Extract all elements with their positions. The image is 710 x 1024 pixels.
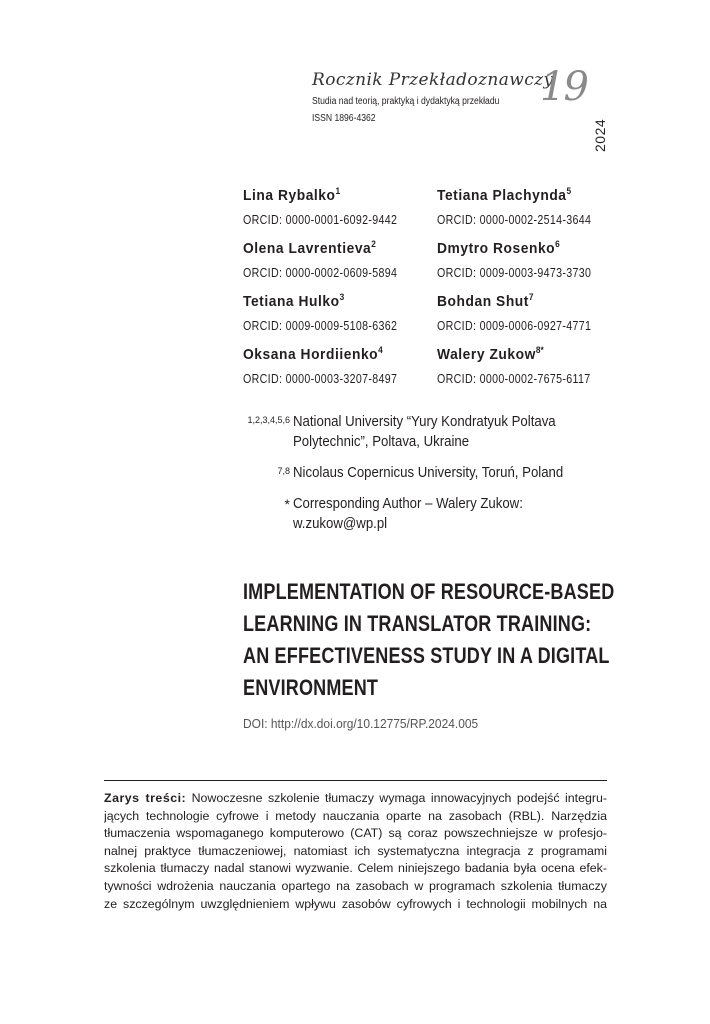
affiliation-marker: 4 [378,345,383,355]
affiliation-marker: 6 [555,239,560,249]
author-name [437,292,608,314]
section-divider [104,780,607,781]
corresponding-marker: * [284,496,290,512]
author-orcid: ORCID: 0009-0003-9473-3730 [437,265,592,280]
author-list [243,186,623,398]
affiliation-text: Nicolaus Copernicus University, Toruń, Poland [293,464,564,481]
abstract-label: Zarys treści: [104,791,187,805]
author-orcid: ORCID: 0000-0001-6092-9442 [243,212,398,227]
journal-subtitle: Studia nad teorią, praktyką i dydaktyką przekładu [312,96,500,107]
author-orcid: ORCID: 0000-0002-7675-6117 [437,371,591,386]
article-doi: DOI: http://dx.doi.org/10.12775/RP.2024.005 [243,716,479,731]
abstract-line: jących technologie cyfrowe i metody nauczania oparte na zasobach (RBL). Narzędzia [104,808,607,823]
author-orcid: ORCID: 0000-0002-2514-3644 [437,212,592,227]
author-name-text: Tetiana Hulko [243,293,340,310]
journal-issn: ISSN 1896-4362 [312,113,376,124]
abstract-line: nalnej praktyce tłumaczeniowej, natomiast ich systematyczna integracja z programami [104,843,607,858]
author-orcid: ORCID: 0009-0009-5108-6362 [243,318,398,333]
abstract-line [104,790,607,808]
author-orcid: ORCID: 0009-0006-0927-4771 [437,318,592,333]
abstract-line: tywności wdrożenia nauczania opartego na zasobach w programach szkolenia tłumaczy [104,878,607,893]
author-name-text: Walery Zukow [437,346,536,363]
author-entry [437,345,623,398]
affiliation-marker: 2 [371,239,376,249]
author-name [437,345,608,367]
journal-volume: 19 [540,64,587,110]
author-name-text: Tetiana Plachynda [437,187,567,204]
journal-name: Rocznik Przekładoznawczy [312,70,554,90]
article-title: IMPLEMENTATION OF RESOURCE-BASED LEARNING IN TRANSLATOR TRAINING: AN EFFECTIVENESS STUDY IN A DIGITAL ENVIRONMENT [243,579,615,700]
abstract-line: ze szczególnym uwzględnieniem wpływu zasobów cyfrowych i technologii mobilnych na [104,896,607,911]
author-orcid: ORCID: 0000-0002-0609-5894 [243,265,398,280]
affiliation-text: National University “Yury Kondratyuk Poltava Polytechnic”, Poltava, Ukraine [293,413,556,450]
affiliation-marker: 3 [339,292,345,302]
affiliation-marker: 1 [335,186,341,196]
author-entry [437,186,623,239]
affiliation-entry [240,494,620,534]
author-name-text: Oksana Hordiienko [243,346,379,363]
author-name-text: Olena Lavrentieva [243,240,372,257]
author-name [243,345,421,367]
author-orcid: ORCID: 0000-0003-3207-8497 [243,371,398,386]
abstract [104,790,607,913]
affiliation-marker: 7 [528,292,534,302]
author-name [437,186,608,208]
abstract-text: Nowoczesne szkolenie tłumaczy wymaga innowacyjnych podejść integru- [186,791,607,805]
author-entry [437,239,623,292]
author-name-text: Dmytro Rosenko [437,240,556,257]
author-name-text: Lina Rybalko [243,187,336,204]
affiliation-entry [240,412,620,452]
author-name-text: Bohdan Shut [437,293,529,310]
author-name [437,239,608,261]
author-entry [243,345,437,398]
affiliation-marker: 5 [566,186,572,196]
affiliation-marker: 1,2,3,4,5,6 [247,415,290,425]
abstract-line: tłumaczenia wspomaganego komputerowo (CAT) są coraz powszechniejsze w profesjo- [104,826,607,841]
corresponding-author-text: Corresponding Author – Walery Zukow: w.zukow@wp.pl [293,495,523,532]
author-entry [437,292,623,345]
affiliation-marker: 7,8 [277,466,290,476]
journal-year-container [590,116,610,156]
abstract-line: szkolenia tłumaczy nadal stanowi wyzwanie. Celem niniejszego badania była ocena efek- [104,861,607,876]
author-entry [243,239,437,292]
author-name [243,239,421,261]
author-name [243,292,421,314]
affiliation-marker: 8* [535,345,544,355]
author-name [243,186,421,208]
journal-year: 2024 [592,118,608,152]
journal-masthead [300,64,630,152]
affiliation-entry [240,463,620,483]
affiliation-list [240,412,620,545]
author-entry [243,292,437,345]
author-entry [243,186,437,239]
